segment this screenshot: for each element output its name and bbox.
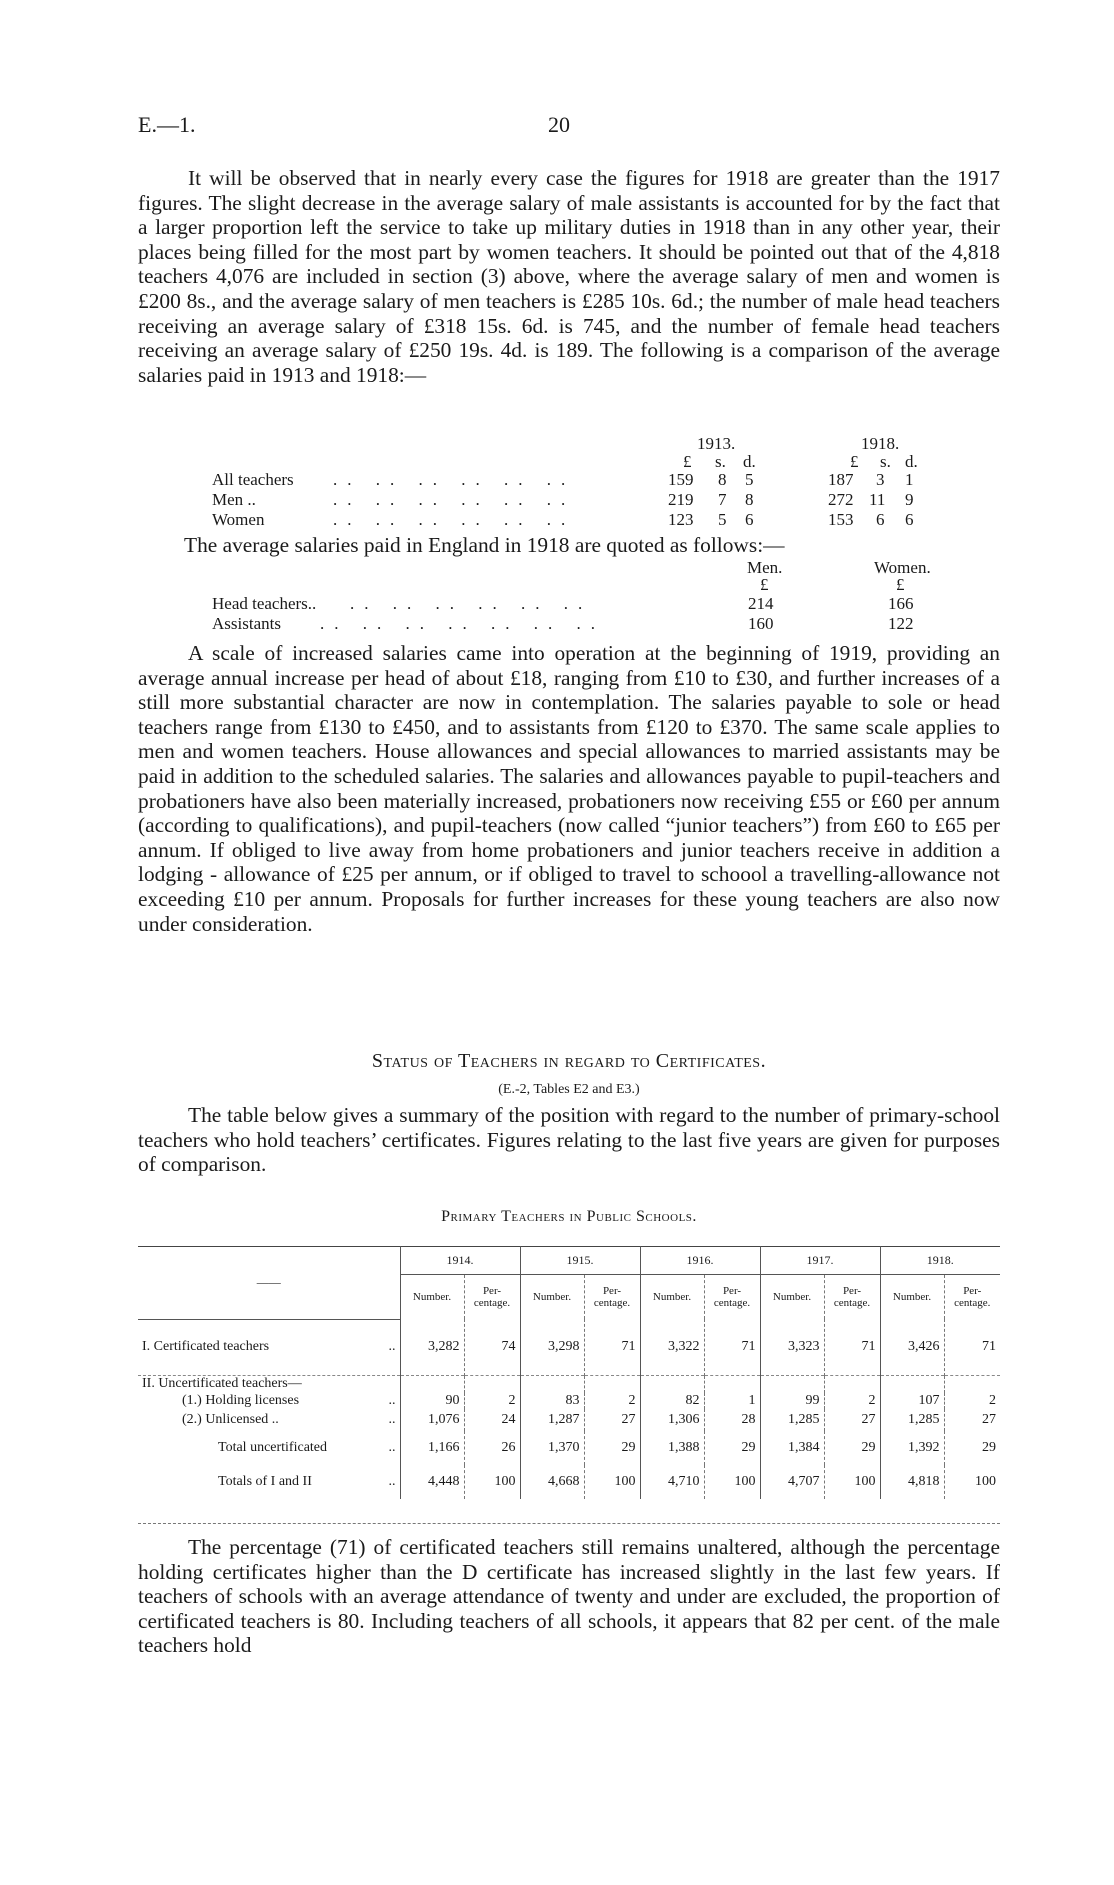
row-label-text: I. Certificated teachers (142, 1339, 270, 1354)
percentage-header: Per-centage. (944, 1275, 1000, 1320)
cell: 100 (824, 1465, 880, 1499)
cell: 4,710 (640, 1465, 704, 1499)
table-row (138, 1431, 1000, 1465)
number-header: Number. (760, 1275, 824, 1320)
unit-pence: d. (743, 452, 756, 471)
cell: 1,370 (520, 1431, 584, 1465)
value: 153 (828, 510, 854, 529)
year-1918-header: 1918. (861, 434, 900, 453)
cell: 29 (944, 1431, 1000, 1465)
cell: 1,384 (760, 1431, 824, 1465)
row-label-text: Total uncertificated (218, 1440, 328, 1455)
england-salary-table (0, 558, 1114, 633)
page-number: 20 (548, 112, 570, 137)
value-women: 166 (888, 594, 914, 613)
cell: 1,306 (640, 1409, 704, 1431)
cell: 107 (880, 1393, 944, 1409)
cell: 1,285 (880, 1409, 944, 1431)
percentage-header: Per-centage. (824, 1275, 880, 1320)
table-row (138, 1393, 1000, 1409)
paragraph-percentage: The percentage (71) of certificated teachers still remains unaltered, although the percentage holding certificates higher than the D certificate has increased slightly in the last few years. If teachers of schools with an average attendance of twenty and under are excluded, the proportion of certificated teachers is 80. Including teachers of all schools, it appears that 82 per cent. of the male teachers hold (138, 1535, 1000, 1658)
leader-dots: .. (388, 1440, 396, 1455)
cell: 82 (640, 1393, 704, 1409)
year-header: 1915. (520, 1246, 640, 1275)
value: 5 (718, 510, 727, 529)
table-bottom-rule (138, 1523, 1000, 1524)
row-label: II. Uncertificated teachers— (142, 1376, 302, 1392)
cell: 2 (584, 1393, 640, 1409)
value: 11 (869, 490, 886, 509)
value: 5 (745, 470, 754, 489)
cell: 1,388 (640, 1431, 704, 1465)
cell: 2 (824, 1393, 880, 1409)
value: 272 (828, 490, 854, 509)
cell: 2 (464, 1393, 520, 1409)
leader-dots: .. (388, 1474, 396, 1489)
number-header: Number. (640, 1275, 704, 1320)
row-label: All teachers (212, 470, 294, 489)
cell: 1 (704, 1393, 760, 1409)
number-header: Number. (880, 1275, 944, 1320)
leader-dots: .. .. .. .. .. .. (333, 470, 576, 489)
unit-pounds: £ (683, 452, 692, 471)
value: 6 (876, 510, 885, 529)
row-label-text: (1.) Holding licenses (182, 1393, 300, 1408)
cell: 74 (464, 1319, 520, 1375)
unit-shillings: s. (715, 452, 726, 471)
table-title (138, 1205, 1000, 1226)
cell: 26 (464, 1431, 520, 1465)
paragraph-salary-scale: A scale of increased salaries came into operation at the beginning of 1919, providing an average annual increase per head of about £18, ranging from £10 to £30, and further increases of a still more substantial character are now in contemplation. The salaries payable to sole or head teachers range from £130 to £450, and to assistants from £120 to £370. The same scale applies to men and women teachers. House allowances and special allowances to married assistants may be paid in addition to the scheduled salaries. The salaries and allowances payable to pupil-teachers and probationers have also been materially increased, probationers now receiving £55 or £60 per annum (according to qualifications), and pupil-teachers (now called “junior teachers”) from £60 to £65 per annum. If obliged to live away from home probationers and junior teachers receive in addition a lodging - allowance of £25 per annum, or if obliged to travel to schoool a travelling-allowance not exceeding £10 per annum. Proposals for further increases for these young teachers are also now under consideration. (138, 641, 1000, 936)
cell: 100 (704, 1465, 760, 1499)
cell: 100 (584, 1465, 640, 1499)
section-heading-text: Status of Teachers in regard to Certificates. (371, 1050, 767, 1072)
row-label (138, 1409, 400, 1431)
cell: 83 (520, 1393, 584, 1409)
percentage-header: Per-centage. (464, 1275, 520, 1320)
primary-teachers-table (138, 1246, 1000, 1499)
cell: 29 (704, 1431, 760, 1465)
page-header (138, 112, 998, 142)
stub-header: —— (138, 1246, 400, 1319)
year-header: 1916. (640, 1246, 760, 1275)
cell: 100 (944, 1465, 1000, 1499)
cell: 3,298 (520, 1319, 584, 1375)
cell: 3,426 (880, 1319, 944, 1375)
cell: 4,448 (400, 1465, 464, 1499)
cell: 4,668 (520, 1465, 584, 1499)
cell: 1,076 (400, 1409, 464, 1431)
value-women: 122 (888, 614, 914, 633)
year-header: 1917. (760, 1246, 880, 1275)
value: 7 (718, 490, 727, 509)
cell: 90 (400, 1393, 464, 1409)
percentage-header: Per-centage. (584, 1275, 640, 1320)
cell: 1,285 (760, 1409, 824, 1431)
value-men: 160 (748, 614, 774, 633)
value: 9 (905, 490, 914, 509)
number-header: Number. (400, 1275, 464, 1320)
leader-dots: .. (388, 1339, 396, 1354)
row-label: Head teachers.. (212, 594, 317, 613)
row-label-text: Totals of I and II (218, 1474, 312, 1489)
table-row (138, 1375, 1000, 1393)
section-code: E.—1. (138, 112, 196, 137)
row-label: Men .. (212, 490, 256, 509)
cell: 71 (944, 1319, 1000, 1375)
men-header: Men. (747, 558, 783, 577)
cell: 99 (760, 1393, 824, 1409)
leader-dots: .. (388, 1393, 396, 1408)
unit-pence: d. (905, 452, 918, 471)
cell: 27 (584, 1409, 640, 1431)
section-reference: (E.-2, Tables E2 and E3.) (498, 1082, 640, 1097)
paragraph-england-intro: The average salaries paid in England in 1918 are quoted as follows:— (184, 533, 785, 557)
leader-dots: .. .. .. .. .. .. (350, 594, 593, 613)
cell: 29 (824, 1431, 880, 1465)
cell: 28 (704, 1409, 760, 1431)
value: 159 (668, 470, 694, 489)
value: 219 (668, 490, 694, 509)
cell: 71 (584, 1319, 640, 1375)
number-header: Number. (520, 1275, 584, 1320)
value: 187 (828, 470, 854, 489)
leader-dots: .. .. .. .. .. .. (333, 490, 576, 509)
year-1913-header: 1913. (697, 434, 736, 453)
cell: 27 (944, 1409, 1000, 1431)
value: 6 (745, 510, 754, 529)
table-row (138, 1465, 1000, 1499)
cell: 100 (464, 1465, 520, 1499)
cell: 1,392 (880, 1431, 944, 1465)
cell: 1,287 (520, 1409, 584, 1431)
row-label (138, 1465, 400, 1499)
cell: 3,282 (400, 1319, 464, 1375)
salary-comparison-table (0, 434, 1114, 529)
percentage-header: Per-centage. (704, 1275, 760, 1320)
cell: 27 (824, 1409, 880, 1431)
cell: 29 (584, 1431, 640, 1465)
paragraph-table-intro: The table below gives a summary of the position with regard to the number of primary-school teachers who hold teachers’ certificates. Figures relating to the last five years are given for purposes of comparison. (138, 1103, 1000, 1177)
table-row (138, 1409, 1000, 1431)
section-heading (138, 1050, 1000, 1073)
value: 123 (668, 510, 694, 529)
unit-pounds: £ (850, 452, 859, 471)
cell: 3,323 (760, 1319, 824, 1375)
value-men: 214 (748, 594, 774, 613)
year-header: 1914. (400, 1246, 520, 1275)
cell: 3,322 (640, 1319, 704, 1375)
value: 6 (905, 510, 914, 529)
leader-dots: .. .. .. .. .. .. .. (320, 614, 605, 633)
leader-dots: .. .. .. .. .. .. (333, 510, 576, 529)
year-header: 1918. (880, 1246, 1000, 1275)
row-label-text: (2.) Unlicensed .. (182, 1412, 279, 1427)
leader-dots: .. (388, 1412, 396, 1427)
table-row (138, 1319, 1000, 1375)
cell: 71 (704, 1319, 760, 1375)
women-header: Women. (874, 558, 931, 577)
row-label (138, 1319, 400, 1375)
unit-pounds: £ (896, 575, 905, 594)
row-label: Women (212, 510, 265, 529)
cell: 4,818 (880, 1465, 944, 1499)
cell: 4,707 (760, 1465, 824, 1499)
table-title-text: Primary Teachers in Public Schools. (441, 1208, 697, 1225)
value: 1 (905, 470, 914, 489)
row-label (138, 1431, 400, 1465)
cell: 1,166 (400, 1431, 464, 1465)
row-label (138, 1393, 400, 1409)
cell: 2 (944, 1393, 1000, 1409)
unit-pounds: £ (760, 575, 769, 594)
unit-shillings: s. (880, 452, 891, 471)
paragraph-1: It will be observed that in nearly every case the figures for 1918 are greater than the 1917 figures. The slight decrease in the average salary of male assistants is accounted for by the fact that a larger proportion left the service to take up military duties in 1918 than in any other year, their places being filled for the most part by women teachers. It should be pointed out that of the 4,818 teachers 4,076 are included in section (3) above, where the average salary of men and women is £200 8s., and the average salary of men teachers is £285 10s. 6d.; the number of male head teachers receiving an average salary of £318 15s. 6d. is 745, and the number of female head teachers receiving an average salary of £250 19s. 4d. is 189. The following is a comparison of the average salaries paid in 1913 and 1918:— (138, 166, 1000, 387)
value: 8 (718, 470, 727, 489)
row-label: Assistants (212, 614, 281, 633)
value: 8 (745, 490, 754, 509)
cell: 24 (464, 1409, 520, 1431)
value: 3 (876, 470, 885, 489)
cell: 71 (824, 1319, 880, 1375)
